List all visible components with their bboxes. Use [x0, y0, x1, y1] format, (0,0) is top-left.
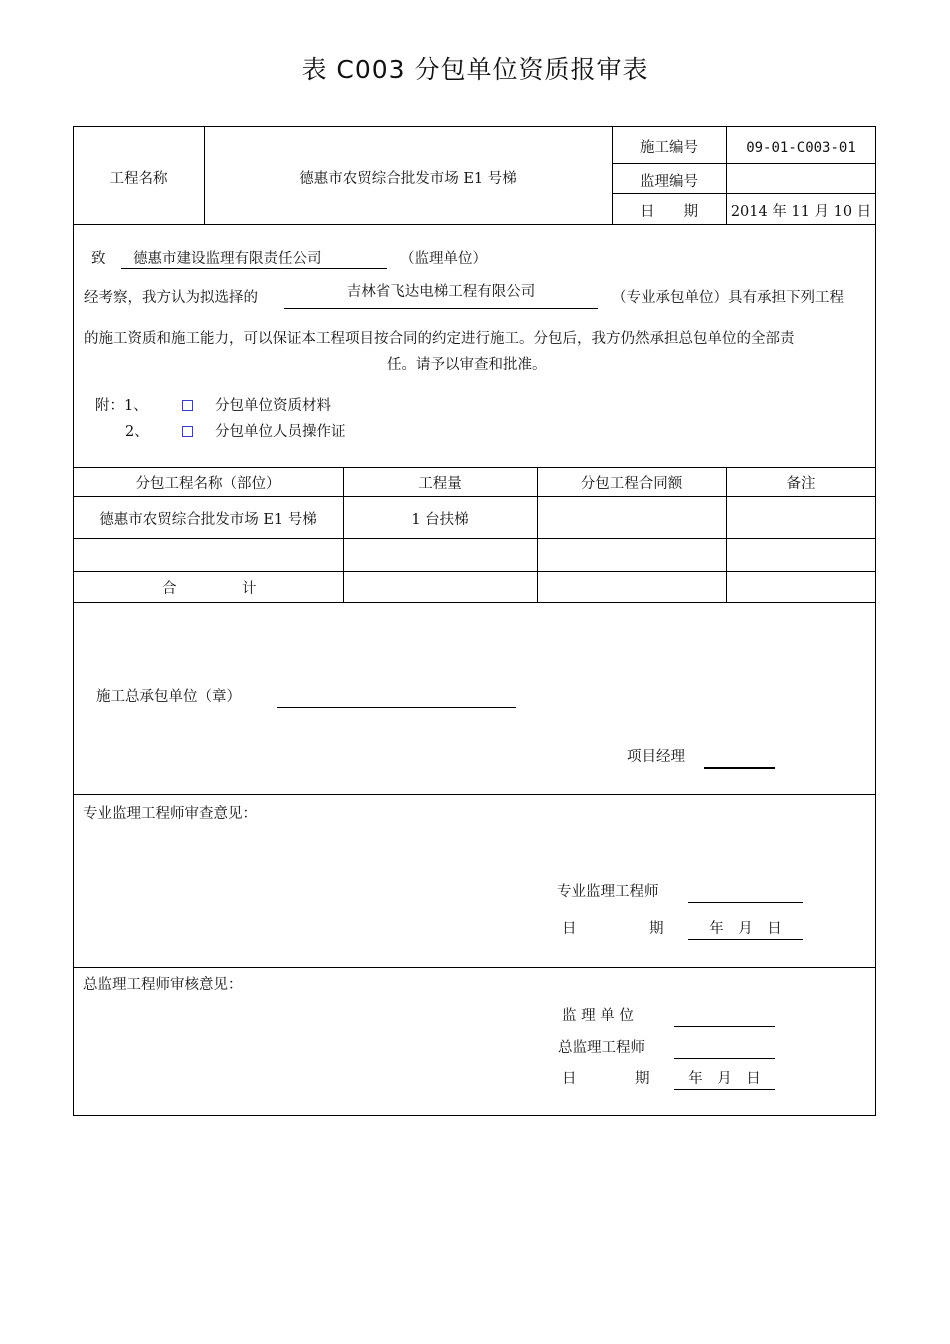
chief-date-label-1: 日	[562, 1071, 577, 1087]
subcontractor-underline	[284, 308, 598, 309]
total-label-2: 计	[242, 581, 257, 597]
contractor-unit-label: 施工总承包单位（章）	[96, 689, 241, 705]
date-label: 日 期	[640, 204, 698, 220]
specialist-date-line	[688, 939, 803, 940]
body-line4: 任。请予以审查和批准。	[387, 357, 547, 373]
table-cell: 1 台扶梯	[411, 512, 469, 528]
divider	[612, 193, 876, 194]
specialist-date-value: 年 月 日	[709, 921, 782, 937]
divider	[73, 571, 876, 572]
chief-date-line	[674, 1089, 775, 1090]
specialist-signature-line	[688, 902, 803, 903]
table-header-name: 分包工程名称（部位）	[135, 476, 281, 492]
to-unit-underline	[121, 268, 387, 269]
to-prefix: 致	[91, 251, 106, 267]
specialist-opinion-label: 专业监理工程师审查意见：	[83, 806, 257, 822]
to-unit: 德惠市建设监理有限责任公司	[133, 251, 322, 267]
manager-signature-line	[704, 767, 775, 769]
to-suffix: （监理单位）	[400, 251, 487, 267]
chief-unit-line	[674, 1026, 775, 1027]
chief-engineer-label: 总监理工程师	[558, 1040, 645, 1056]
specialist-date-label-1: 日	[562, 921, 577, 937]
page-title: 表 C003 分包单位资质报审表	[301, 55, 649, 84]
specialist-engineer-label: 专业监理工程师	[557, 884, 659, 900]
divider	[73, 602, 876, 603]
chief-date-value: 年 月 日	[688, 1071, 761, 1087]
line2-prefix: 经考察，我方认为拟选择的	[84, 290, 258, 306]
chief-date-label-2: 期	[635, 1071, 650, 1087]
divider	[612, 163, 876, 164]
table-header-quantity: 工程量	[418, 476, 462, 492]
chief-unit-label: 监 理 单 位	[562, 1008, 634, 1024]
body-line3: 的施工资质和施工能力，可以保证本工程项目按合同的约定进行施工。分包后，我方仍然承担总包单位的全部责	[84, 331, 795, 347]
subcontractor-name: 吉林省飞达电梯工程有限公司	[346, 284, 536, 300]
divider	[73, 496, 876, 497]
contractor-unit-underline	[277, 707, 516, 708]
total-label-1: 合	[162, 581, 177, 597]
attach-checkbox-1[interactable]	[182, 400, 193, 411]
attach-item-1: 分包单位资质材料	[215, 398, 331, 414]
table-header-remark: 备注	[786, 476, 816, 492]
attach-prefix: 附：1、	[95, 398, 148, 414]
attach-no-2: 2、	[125, 424, 149, 440]
chief-signature-line	[674, 1058, 775, 1059]
construction-no-label: 施工编号	[640, 140, 698, 156]
divider	[73, 224, 876, 225]
divider	[73, 538, 876, 539]
table-header-amount: 分包工程合同额	[580, 476, 683, 492]
divider	[73, 794, 876, 795]
attach-item-2: 分包单位人员操作证	[215, 424, 346, 440]
manager-label: 项目经理	[627, 749, 685, 765]
divider	[73, 967, 876, 968]
table-cell: 德惠市农贸综合批发市场 E1 号梯	[99, 512, 317, 528]
project-name-label: 工程名称	[109, 171, 168, 187]
chief-opinion-label: 总监理工程师审核意见：	[83, 977, 243, 993]
supervision-no-label: 监理编号	[640, 174, 698, 190]
line2-suffix: （专业承包单位）具有承担下列工程	[612, 290, 844, 306]
divider	[73, 467, 876, 468]
date-value: 2014 年 11 月 10 日	[730, 204, 872, 220]
attach-checkbox-2[interactable]	[182, 426, 193, 437]
specialist-date-label-2: 期	[649, 921, 664, 937]
construction-no-value: 09-01-C003-01	[746, 140, 856, 156]
project-name-value: 德惠市农贸综合批发市场 E1 号梯	[299, 171, 517, 187]
